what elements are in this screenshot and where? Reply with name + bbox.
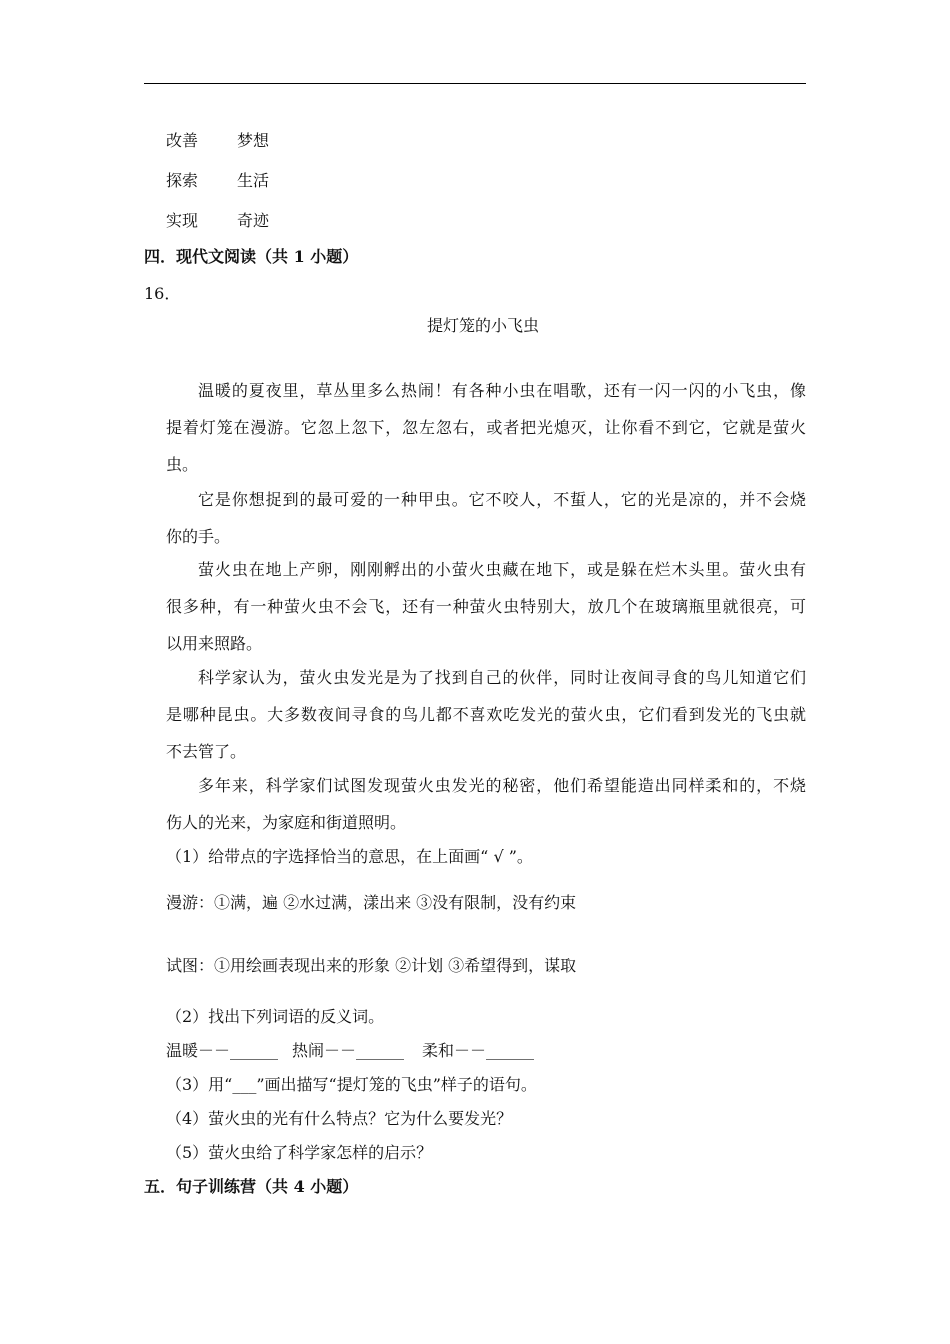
question-5: （5）萤火虫给了科学家怎样的启示？ (166, 1143, 433, 1162)
passage-line: 温暖的夏夜里，草丛里多么热闹！有各种小虫在唱歌，还有一闪一闪的小飞虫，像 (198, 381, 806, 400)
passage-paragraph (166, 481, 806, 555)
passage-line: 它是你想捉到的最可爱的一种甲虫。它不咬人，不蜇人，它的光是凉的，并不会烧 (198, 490, 806, 509)
passage-paragraph (166, 767, 806, 841)
passage-line: 萤火虫在地上产卵，刚刚孵出的小萤火虫藏在地下，或是躲在烂木头里。萤火虫有 (198, 560, 806, 579)
question-4: （4）萤火虫的光有什么特点？它为什么要发光？ (166, 1109, 513, 1128)
antonym-item: 柔和－－______ (422, 1041, 535, 1060)
word-pair-right: 生活 (237, 171, 270, 190)
passage-line: 伤人的光来，为家庭和街道照明。 (166, 813, 407, 832)
question-2: （2）找出下列词语的反义词。 (166, 1007, 385, 1026)
question-1-manyou: 漫游：①满，遍 ②水过满，漾出来 ③没有限制，没有约束 (166, 893, 577, 912)
passage-paragraph (166, 659, 806, 770)
passage-title: 提灯笼的小飞虫 (427, 316, 540, 335)
passage-paragraph (166, 372, 806, 483)
word-pair-right: 奇迹 (237, 211, 270, 230)
section-heading: 五．句子训练营（共 4 小题） (144, 1177, 359, 1196)
passage-line: 你的手。 (166, 527, 231, 546)
passage-line: 提着灯笼在漫游。它忽上忽下，忽左忽右，或者把光熄灭，让你看不到它，它就是萤火 (166, 418, 806, 437)
antonym-item: 热闹－－______ (292, 1041, 405, 1060)
passage-line: 很多种，有一种萤火虫不会飞，还有一种萤火虫特别大，放几个在玻璃瓶里就很亮，可 (166, 597, 806, 616)
question-1-shitu: 试图：①用绘画表现出来的形象 ②计划 ③希望得到，谋取 (166, 956, 577, 975)
header-rule (144, 83, 806, 84)
passage-line: 多年来，科学家们试图发现萤火虫发光的秘密，他们希望能造出同样柔和的，不烧 (198, 776, 806, 795)
word-pair-left: 探索 (166, 171, 199, 190)
question-number: 16． (144, 284, 181, 303)
passage-line: 不去管了。 (166, 742, 247, 761)
passage-line: 虫。 (166, 455, 199, 474)
word-pair-left: 实现 (166, 211, 199, 230)
section-heading: 四．现代文阅读（共 1 小题） (144, 247, 359, 266)
passage-paragraph (166, 551, 806, 662)
word-pair-left: 改善 (166, 131, 199, 150)
passage-line: 是哪种昆虫。大多数夜间寻食的鸟儿都不喜欢吃发光的萤火虫，它们看到发光的飞虫就 (166, 705, 806, 724)
passage-line: 以用来照路。 (166, 634, 263, 653)
question-3: （3）用“___”画出描写“提灯笼的飞虫”样子的语句。 (166, 1075, 537, 1094)
antonym-item: 温暖－－______ (166, 1041, 279, 1060)
passage-line: 科学家认为，萤火虫发光是为了找到自己的伙伴，同时让夜间寻食的鸟儿知道它们 (198, 668, 806, 687)
word-pair-right: 梦想 (237, 131, 270, 150)
question-1: （1）给带点的字选择恰当的意思，在上面画“ √ ”。 (166, 847, 533, 866)
